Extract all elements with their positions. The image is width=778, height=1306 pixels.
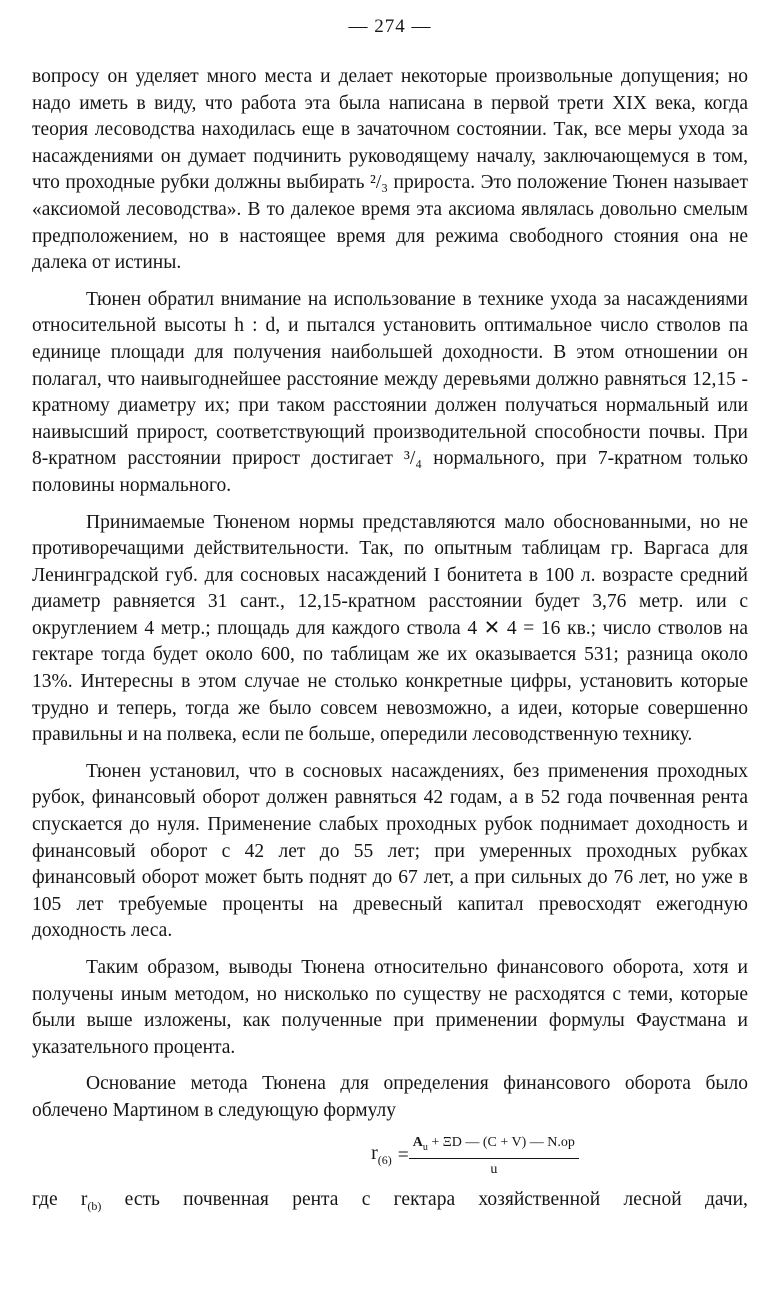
formula-lhs-subscript: (6)	[377, 1152, 392, 1167]
formula-numerator-a: A	[412, 1134, 423, 1150]
last-line-word: где	[32, 1188, 58, 1210]
formula-numerator	[409, 1134, 579, 1160]
last-line-word: дачи,	[704, 1188, 748, 1210]
paragraph: Основание метода Тюнена для определения финансового оборота было облечено Мартином в следующую формулу	[32, 1073, 748, 1121]
formula-numerator-rest: + ΞD — (C + V) — N.op	[427, 1134, 575, 1150]
paragraph: вопросу он уделяет много места и делает некоторые произвольные допущения; но надо иметь в виду, что работа эта была написана в первой трети XIX века, когда теория лесоводства находилась еще в зачаточном состоянии. Так, все меры ухода за насаждениями он думает подчинить руководящему началу, заключающемуся в том, что проходные рубки должны выбирать ²/₃ прироста. Это положение Тюнен называет «аксиомой лесоводства». В то далекое время эта аксиома являлась довольно смелым предположением, но в настоящее время для режима свободного стояния она не далека от истины.	[32, 66, 748, 274]
paragraph: Тюнен обратил внимание на использование в технике ухода за насаждениями относительной высоты h : d, и пытался установить оптимальное число стволов па единице площади для получения наибольшей доходности. В этом отношении он полагал, что наивыгоднейшее расстояние между деревьями должно равняться 12,15 - кратному диаметру их; при таком расстоянии должен получаться нормальный или наивысший прирост, соответствующий производительной способности почвы. При 8-кратном расстоянии прирост достигает ³/₄ нормального, при 7-кратном только половины нормального.	[32, 288, 748, 496]
last-line-word: почвенная	[183, 1188, 269, 1210]
last-line	[32, 1187, 748, 1219]
last-line-word: гектара	[393, 1188, 456, 1210]
paragraph: Таким образом, выводы Тюнена относительно финансового оборота, хотя и получены иным методом, но нисколько по существу не расходятся с теми, которые были выше изложены, как полученные при применении формулы Фаустмана и указательного процента.	[32, 957, 748, 1058]
formula-lhs-base: r	[371, 1141, 378, 1164]
formula-numerator-a-subscript: u	[422, 1141, 428, 1153]
last-line-word: хозяйственной	[478, 1188, 601, 1210]
formula-equals: =	[397, 1145, 409, 1167]
paragraph: Тюнен установил, что в сосновых насаждениях, без применения проходных рубок, финансовый оборот должен равняться 42 годам, а в 52 года почвенная рента спускается до нуля. Применение слабых проходных рубок поднимает доходность и финансовый оборот с 42 лет до 55 лет; при умеренных проходных рубках финансовый оборот может быть поднят до 67 лет, а при сильных до 76 лет, но уже в 105 лет требуемые проценты на древесный капитал превосходят ежегодную доходность леса.	[32, 760, 748, 942]
paragraph: Принимаемые Тюненом нормы представляются мало обоснованными, но не противоречащими действительности. Так, по опытным таблицам гр. Варгаса для Ленинградской губ. для сосновых насаждений I бонитета в 100 л. возрасте средний диаметр равняется 31 сант., 12,15-кратном расстоянии будет 3,76 метр. или с округлением 4 метр.; площадь для каждого ствола 4 ✕ 4 = 16 кв.; число стволов на гектаре тогда будет около 600, по таблицам же их оказывается 531; разница около 13%. Интересны в этом случае не столько конкретные цифры, установить которые трудно и теперь, тогда же было совсем невозможно, а идеи, которые совершенно правильны и на полвека, если пе больше, опередили лесоводственную технику.	[32, 511, 748, 746]
last-line-word: есть	[124, 1188, 160, 1210]
last-line-word: рента	[292, 1188, 339, 1210]
last-line-symbol-subscript: (b)	[87, 1198, 102, 1213]
last-line-word: лесной	[623, 1188, 682, 1210]
formula-fraction	[409, 1134, 579, 1180]
last-line-symbol	[81, 1187, 102, 1219]
formula-lhs	[371, 1140, 392, 1174]
last-line-symbol-base: r	[80, 1188, 88, 1210]
page-number: — 274 —	[348, 16, 432, 37]
formula-denominator: u	[490, 1162, 498, 1178]
last-line-word: с	[361, 1188, 371, 1210]
formula	[32, 1129, 748, 1185]
